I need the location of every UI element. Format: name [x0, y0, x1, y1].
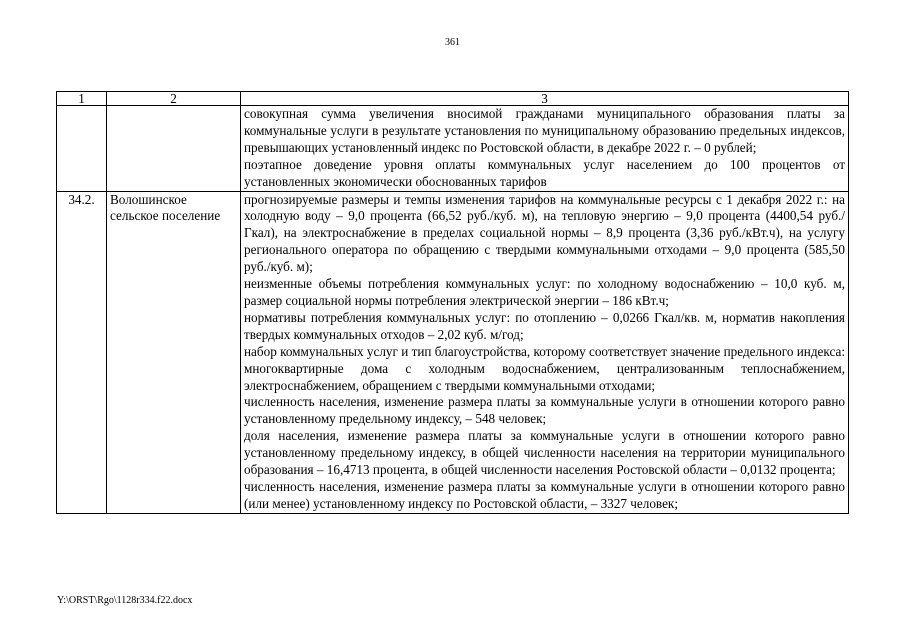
column-header-1: 1 [57, 92, 107, 106]
content-paragraph: доля населения, изменение размера платы за коммунальные услуги в отношении которого равно установленному предельному индексу, в общей численности населения на территории муниципального образования – 16,4713 процента, в общей численности населения Ростовской области – 0,0132 процента; [244, 428, 845, 478]
content-paragraph: нормативы потребления коммунальных услуг: по отоплению – 0,0266 Гкал/кв. м, норматив накопления твердых коммунальных отходов – 2,02 куб. м/год; [244, 309, 845, 342]
content-paragraph: прогнозируемые размеры и темпы изменения тарифов на коммунальные ресурсы с 1 декабря 2022 г.: на холодную воду – 9,0 процента (66,52 руб./куб. м), на тепловую энергию – 9,0 процента (4400,54 руб./Гкал), на электроснабжение в пределах социальной нормы – 8,9 процента (3,36 руб./кВт.ч), на услугу регионального оператора по обращению с твердыми коммунальными отходами – 9,0 процента (585,50 руб./куб. м); [244, 191, 845, 275]
row-number-cell: 34.2. [57, 191, 107, 513]
content-paragraph: численность населения, изменение размера платы за коммунальные услуги в отношении которого равно установленному предельному индексу, – 548 человек; [244, 394, 845, 427]
column-header-3: 3 [241, 92, 849, 106]
table-row [57, 191, 849, 513]
column-header-2: 2 [107, 92, 241, 106]
content-paragraph: поэтапное доведение уровня оплаты коммунальных услуг населением до 100 процентов от установленных экономически обоснованных тарифов [244, 156, 845, 189]
row-content-cell [241, 191, 849, 513]
page-number: 361 [445, 37, 460, 48]
content-paragraph: численность населения, изменение размера платы за коммунальные услуги в отношении которого равно (или менее) установленному индексу по Ростовской области, – 3327 человек; [244, 478, 845, 511]
content-paragraph: совокупная сумма увеличения вносимой гражданами муниципального образования платы за коммунальные услуги в результате установления по муниципальному образованию предельных индексов, превышающих установленный индекс по Ростовской области, в декабре 2022 г. – 0 рублей; [244, 106, 845, 155]
row-number-cell [57, 106, 107, 192]
content-paragraph: набор коммунальных услуг и тип благоустройства, которому соответствует значение предельного индекса: многоквартирные дома с холодным водоснабжением, централизованным теплоснабжением, электроснабжением, обращением с твердыми коммунальными отходами; [244, 343, 846, 393]
municipality-name-cell [107, 106, 241, 192]
table-row [57, 106, 849, 192]
document-file-path: Y:\ORST\Rgo\1128r334.f22.docx [57, 595, 193, 606]
data-table [56, 91, 849, 514]
row-content-cell [241, 106, 849, 192]
municipality-name-cell: Волошинское сельское поселение [107, 191, 241, 513]
table-header-row [57, 92, 849, 106]
content-paragraph: неизменные объемы потребления коммунальных услуг: по холодному водоснабжению – 10,0 куб. м, размер социальной нормы потребления электрической энергии – 186 кВт.ч; [244, 276, 845, 308]
